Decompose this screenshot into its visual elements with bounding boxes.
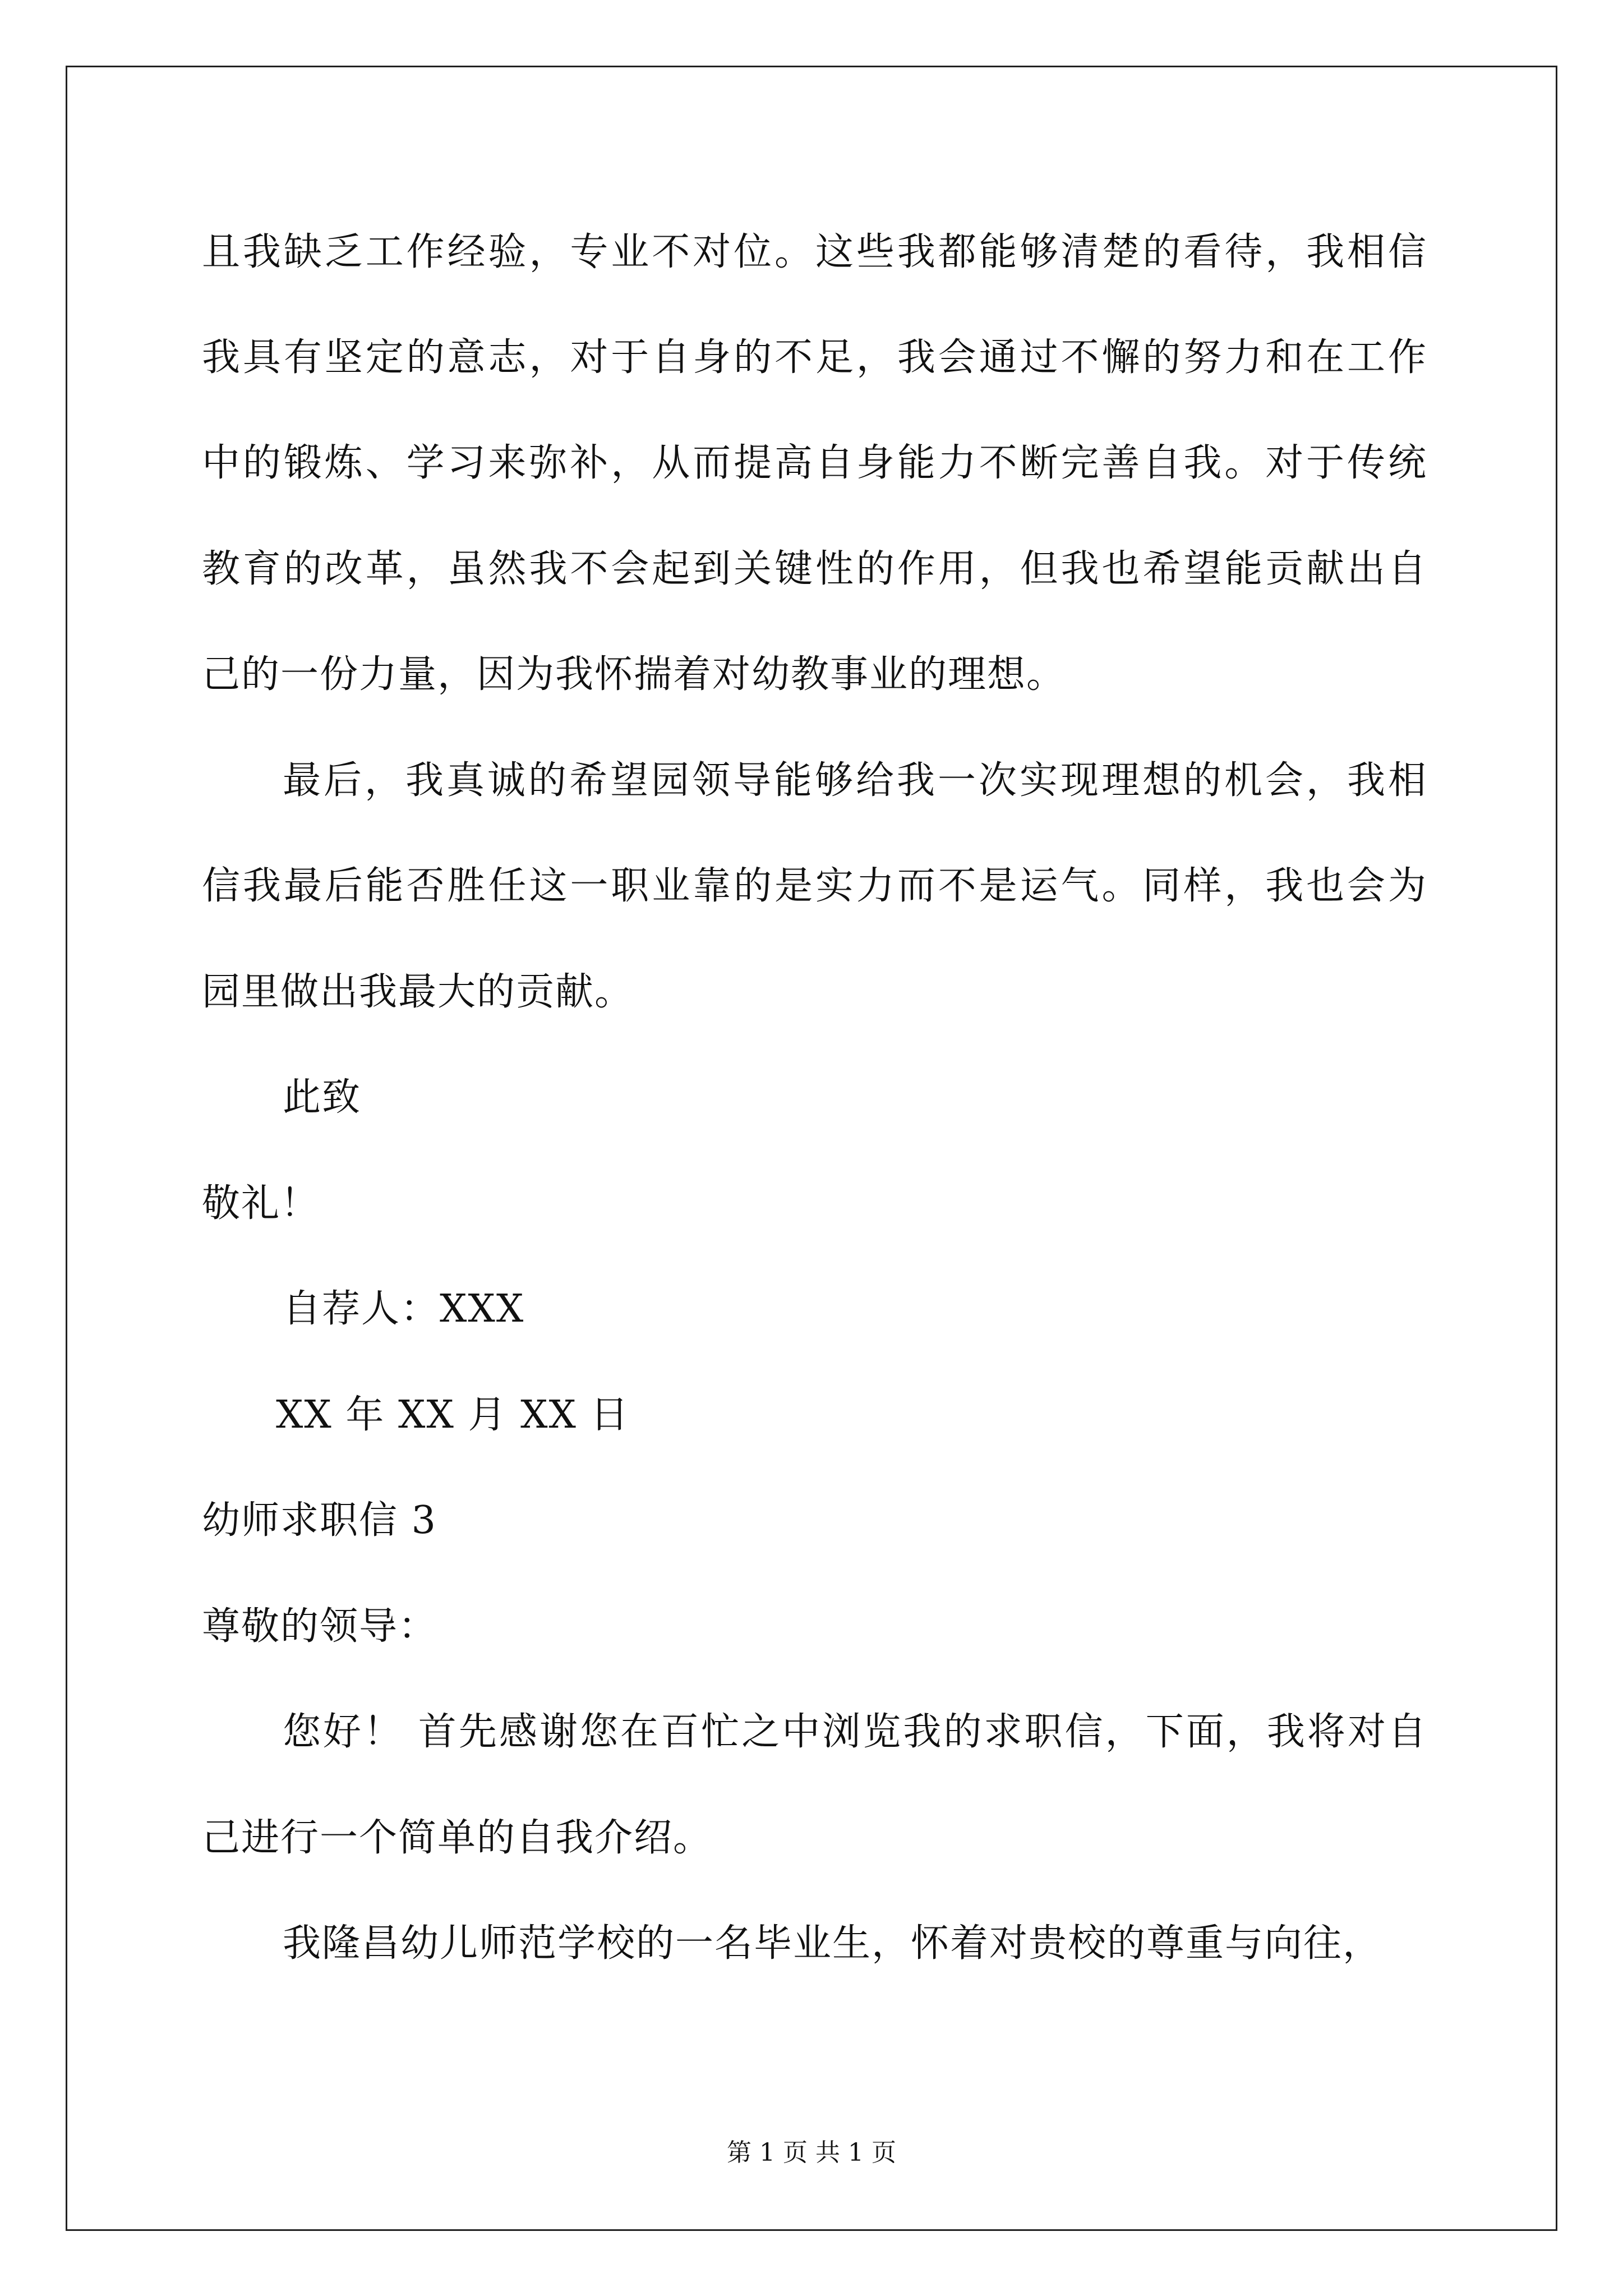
body-text-line: 您好！ 首先感谢您在百忙之中浏览我的求职信，下面，我将对自 bbox=[283, 1710, 1427, 1754]
date-line: XX 年 XX 月 XX 日 bbox=[276, 1393, 630, 1437]
body-text-line: 园里做出我最大的贡献。 bbox=[202, 970, 634, 1014]
signature-line: 自荐人：XXX bbox=[283, 1287, 525, 1331]
body-text-line: 且我缺乏工作经验，专业不对位。这些我都能够清楚的看待，我相信 bbox=[202, 230, 1427, 274]
body-text-line: 己的一份力量，因为我怀揣着对幼教事业的理想。 bbox=[202, 652, 1066, 697]
page-border bbox=[66, 66, 1557, 2231]
body-text-line: 中的锻炼、学习来弥补，从而提高自身能力不断完善自我。对于传统 bbox=[202, 441, 1427, 485]
page-footer: 第 1 页 共 1 页 bbox=[727, 2138, 896, 2167]
body-text-line: 我具有坚定的意志，对于自身的不足，我会通过不懈的努力和在工作 bbox=[202, 335, 1427, 380]
body-text-line: 信我最后能否胜任这一职业靠的是实力而不是运气。同样，我也会为 bbox=[202, 864, 1427, 908]
body-text-line: 教育的改革，虽然我不会起到关键性的作用，但我也希望能贡献出自 bbox=[202, 547, 1427, 591]
section-heading: 幼师求职信 3 bbox=[202, 1498, 437, 1543]
body-text-line: 最后，我真诚的希望园领导能够给我一次实现理想的机会，我相 bbox=[283, 758, 1427, 803]
body-text-line: 己进行一个简单的自我介绍。 bbox=[202, 1816, 713, 1860]
greeting-line: 尊敬的领导： bbox=[202, 1604, 438, 1649]
closing-salutation: 此致 bbox=[283, 1075, 362, 1120]
closing-regards: 敬礼！ bbox=[202, 1181, 320, 1226]
body-text-line: 我隆昌幼儿师范学校的一名毕业生，怀着对贵校的尊重与向往， bbox=[283, 1921, 1382, 1966]
